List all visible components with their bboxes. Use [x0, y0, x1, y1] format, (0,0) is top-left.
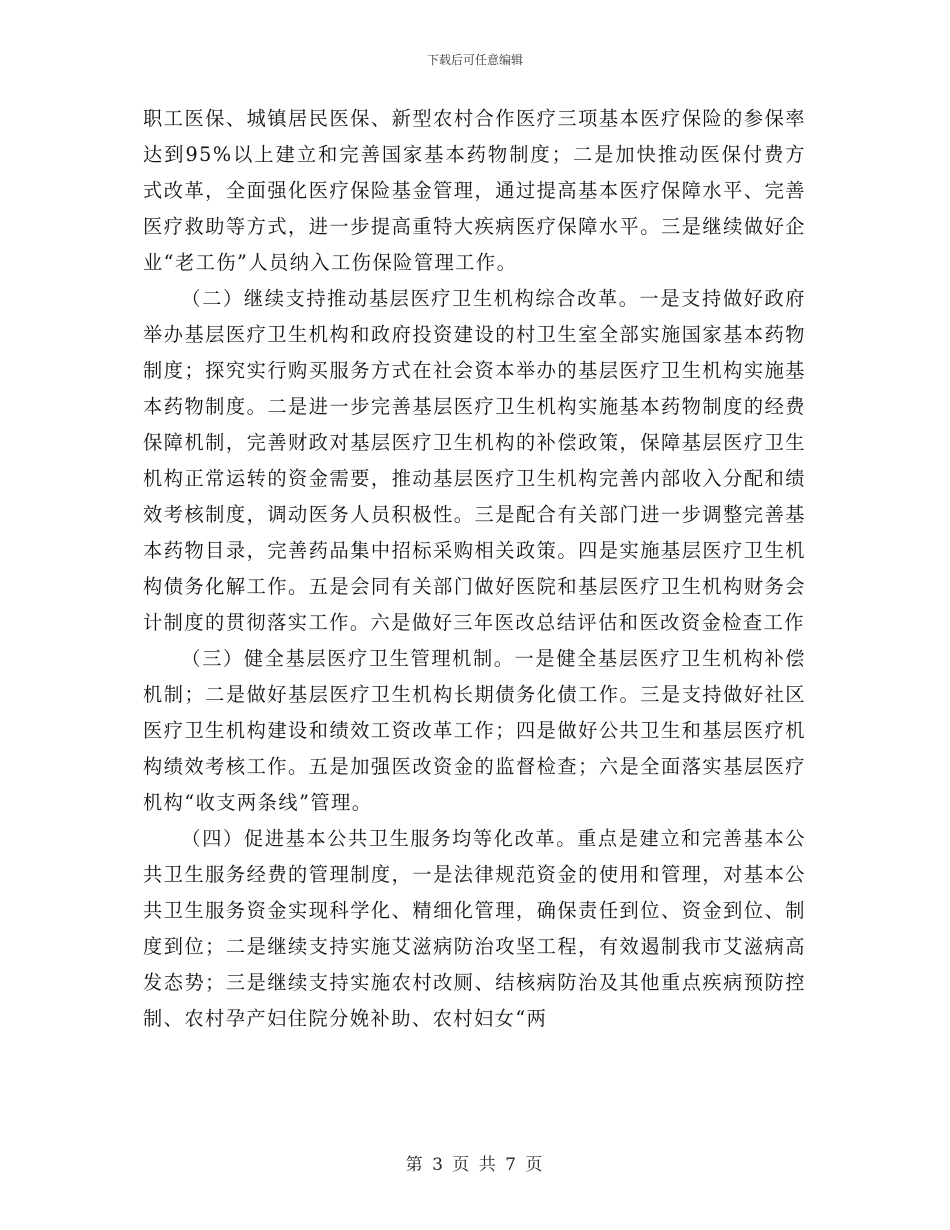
paragraph-section-4: （四）促进基本公共卫生服务均等化改革。重点是建立和完善基本公共卫生服务经费的管理制度，一是法律规范资金的使用和管理，对基本公共卫生服务资金实现科学化、精细化管理，确保责任到位、资金到位、制度到位；二是继续支持实施艾滋病防治攻坚工程，有效遏制我市艾滋病高发态势；三是继续支持实施农村改厕、结核病防治及其他重点疾病预防控制、农村孕产妇住院分娩补助、农村妇女“两 — [143, 827, 806, 1030]
paragraph-section-3: （三）健全基层医疗卫生管理机制。一是健全基层医疗卫生机构补偿机制；二是做好基层医疗卫生机构长期债务化债工作。三是支持做好社区医疗卫生机构建设和绩效工资改革工作；四是做好公共卫生和基层医疗机构绩效考核工作。五是加强医改资金的监督检查；六是全面落实基层医疗机构“收支两条线”管理。 — [143, 647, 806, 814]
page-header: 下载后可任意编辑 — [426, 53, 523, 67]
page-number: 第 3 页 共 7 页 — [405, 1155, 545, 1175]
paragraph-continued: 职工医保、城镇居民医保、新型农村合作医疗三项基本医疗保险的参保率达到95%以上建立和完善国家基本药物制度；二是加快推动医保付费方式改革，全面强化医疗保险基金管理，通过提高基本医疗保障水平、完善医疗救助等方式，进一步提高重特大疾病医疗保障水平。三是继续做好企业“老工伤”人员纳入工伤保险管理工作。 — [143, 107, 806, 274]
document-body — [143, 101, 806, 1037]
paragraph-section-2: （二）继续支持推动基层医疗卫生机构综合改革。一是支持做好政府举办基层医疗卫生机构和政府投资建设的村卫生室全部实施国家基本药物制度；探究实行购买服务方式在社会资本举办的基层医疗卫生机构实施基本药物制度。二是进一步完善基层医疗卫生机构实施基本药物制度的经费保障机制，完善财政对基层医疗卫生机构的补偿政策，保障基层医疗卫生机构正常运转的资金需要，推动基层医疗卫生机构完善内部收入分配和绩效考核制度，调动医务人员积极性。三是配合有关部门进一步调整完善基本药物目录，完善药品集中招标采购相关政策。四是实施基层医疗卫生机构债务化解工作。五是会同有关部门做好医院和基层医疗卫生机构财务会计制度的贯彻落实工作。六是做好三年医改总结评估和医改资金检查工作 — [143, 287, 806, 634]
